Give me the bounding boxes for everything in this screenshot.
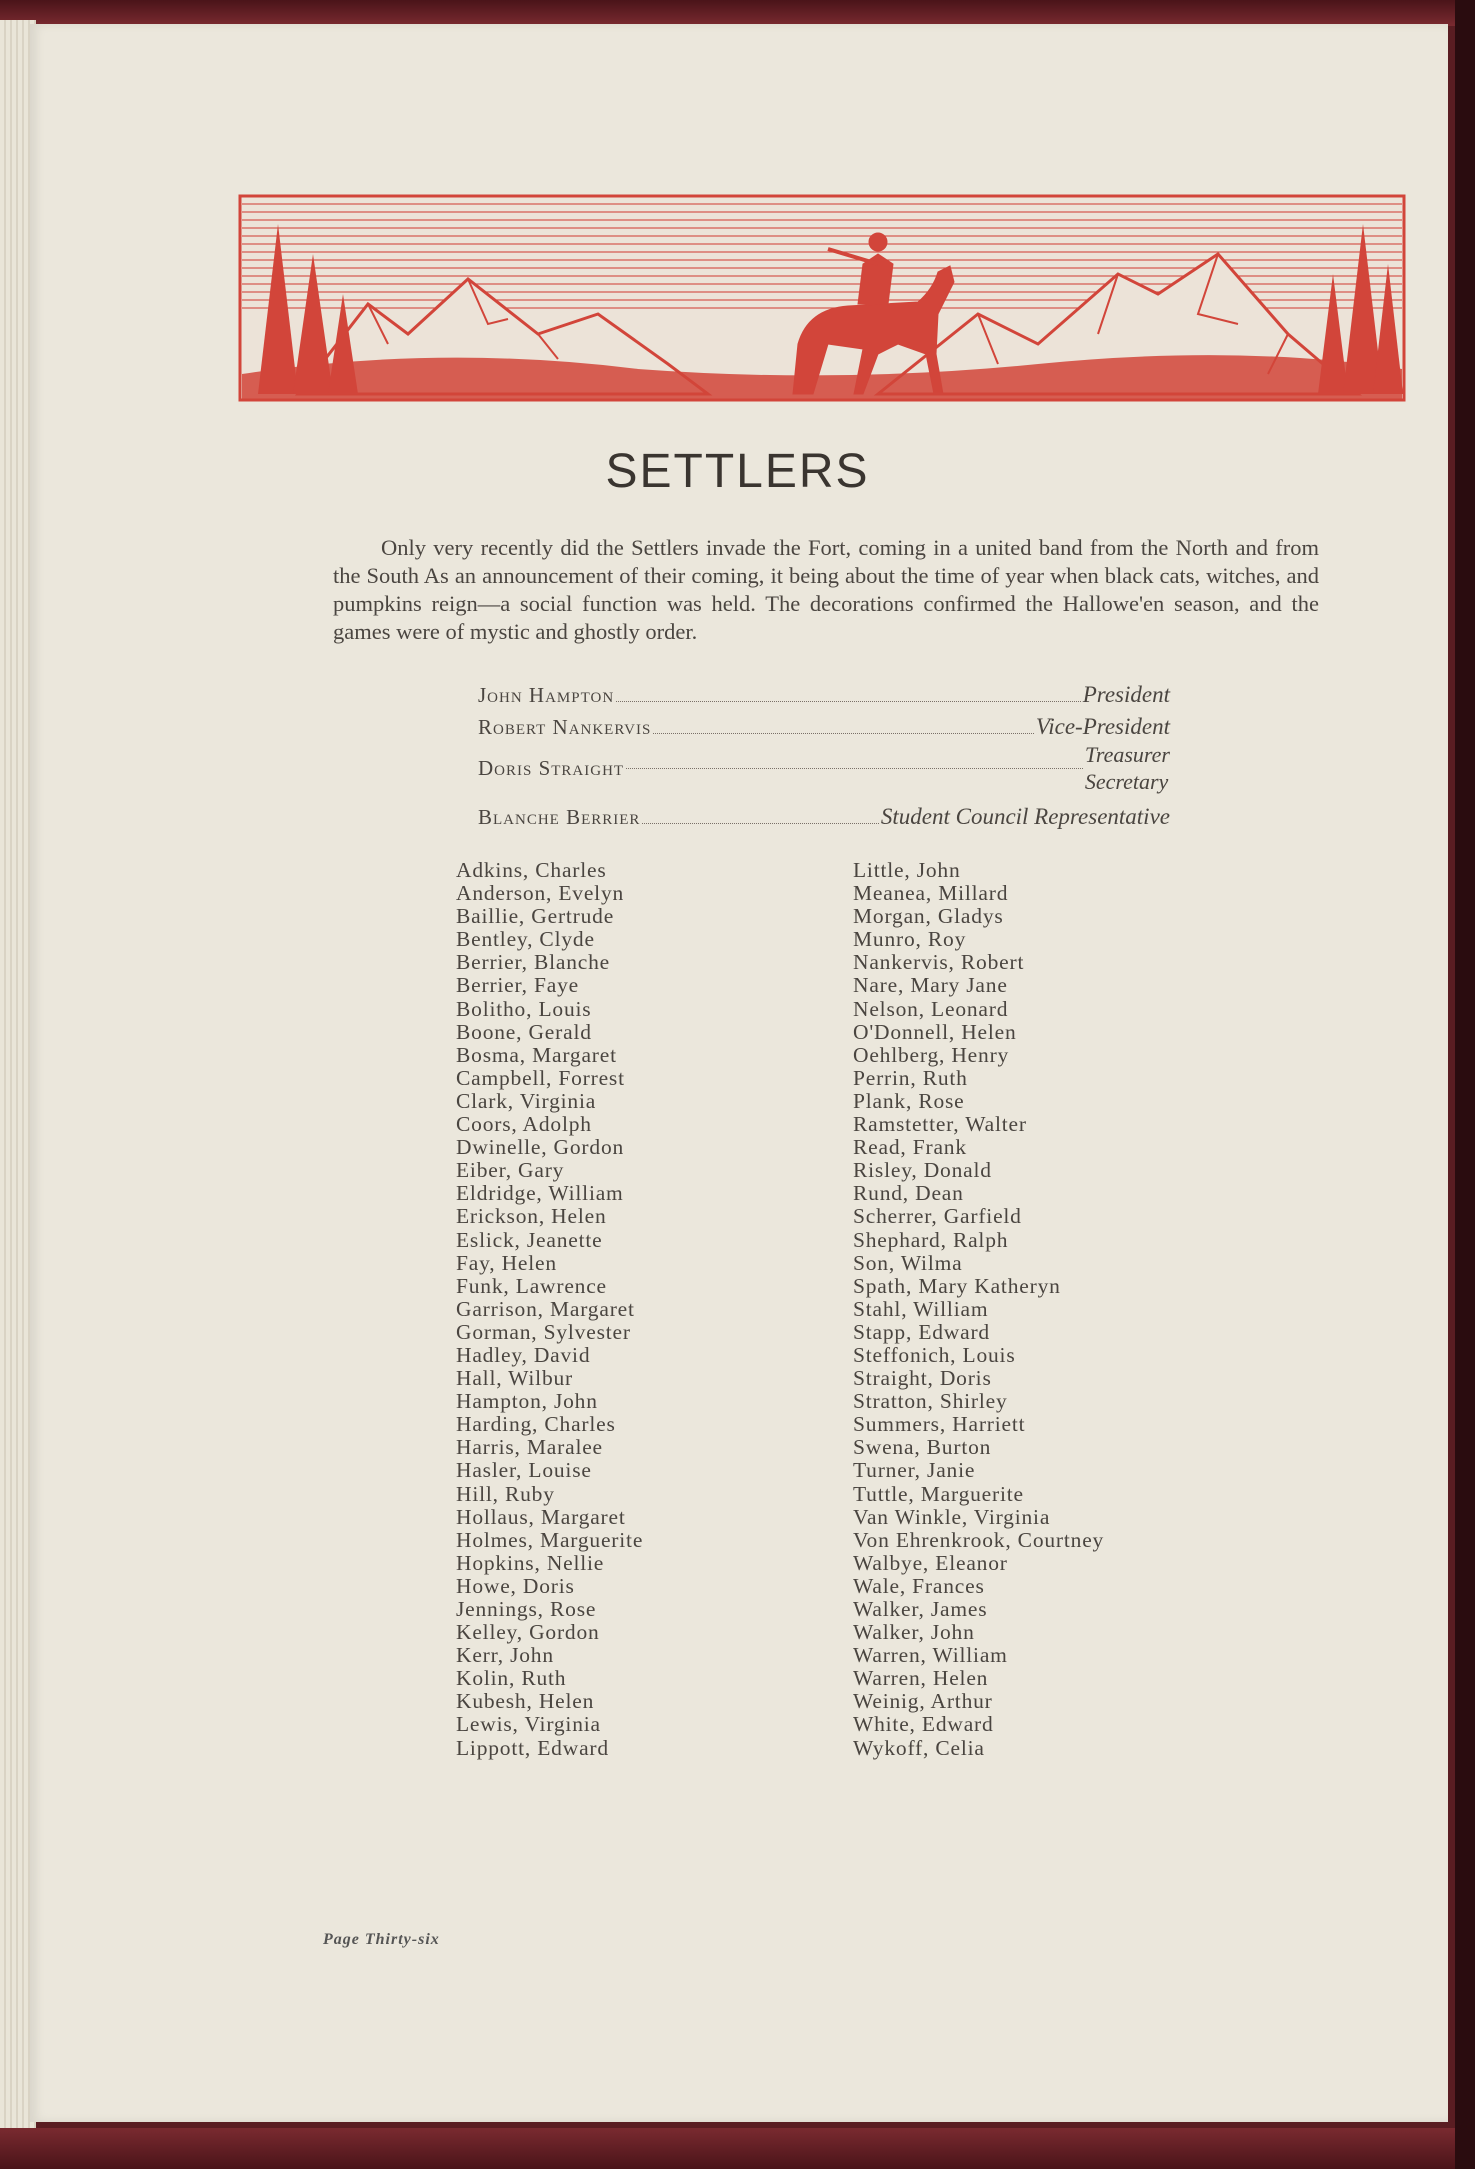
member-name: Walker, James [853,1597,988,1621]
member-name: Von Ehrenkrook, Courtney [853,1527,1105,1552]
member-list-right [853,859,1104,1760]
member-name: Funk, Lawrence [456,1273,607,1298]
member-name: Tuttle, Marguerite [853,1481,1024,1506]
member-name: Hill, Ruby [456,1481,555,1506]
member-name: Hall, Wilbur [456,1366,574,1391]
member-name: Kelley, Gordon [456,1620,600,1645]
officer-row-council-rep [478,798,1170,830]
member-name: Campbell, Forrest [456,1065,625,1090]
member-name: Baillie, Gertrude [456,904,615,929]
member-name: Dwinelle, Gordon [456,1135,625,1160]
member-name: Son, Wilma [853,1250,963,1275]
member-name: Jennings, Rose [456,1597,597,1621]
member-name: Hopkins, Nellie [456,1550,605,1575]
page-title: SETTLERS [605,445,870,498]
officer-name: Blanche Berrier [478,805,641,829]
member-name: Meanea, Millard [853,881,1009,906]
officer-role: President [1082,682,1170,707]
member-name: Scherrer, Garfield [853,1204,1022,1229]
member-name: Little, John [853,858,961,882]
member-name: Ramstetter, Walter [853,1112,1027,1137]
member-name: Eslick, Jeanette [456,1227,603,1252]
member-name: Stapp, Edward [853,1319,990,1344]
western-scene-banner [238,194,1406,402]
member-name: Morgan, Gladys [853,904,1004,929]
member-name: Erickson, Helen [456,1204,607,1229]
member-name: Wykoff, Celia [853,1735,985,1760]
member-name: Hadley, David [456,1342,591,1367]
member-name: Clark, Virginia [456,1088,597,1113]
officer-row-treasurer-secretary [478,740,1170,796]
member-name: Read, Frank [853,1135,967,1160]
member-name: O'Donnell, Helen [853,1019,1017,1044]
member-list-left [456,859,643,1760]
officer-name: Doris Straight [478,755,625,780]
member-name: Hampton, John [456,1389,598,1414]
member-name: Swena, Burton [853,1435,992,1460]
member-name: White, Edward [853,1712,994,1737]
leader-dots [626,768,1083,769]
officer-role: Vice-President [1035,714,1170,739]
member-name: Steffonich, Louis [853,1342,1016,1367]
officer-row-president [478,676,1170,708]
member-name: Stahl, William [853,1296,989,1321]
member-name: Straight, Doris [853,1366,992,1391]
member-name: Boone, Gerald [456,1019,592,1044]
member-name: Garrison, Margaret [456,1296,635,1321]
member-name: Bosma, Margaret [456,1042,617,1067]
page-number: Page Thirty-six [323,1931,440,1948]
member-name: Eldridge, William [456,1181,624,1206]
leader-dots [642,823,878,824]
member-name: Warren, Helen [853,1666,989,1691]
member-name: Holmes, Marguerite [456,1527,644,1552]
member-name: Nelson, Leonard [853,996,1009,1021]
member-name: Kolin, Ruth [456,1666,567,1691]
member-name: Oehlberg, Henry [853,1042,1010,1067]
member-name: Eiber, Gary [456,1158,565,1183]
leader-dots [616,701,1081,702]
member-name: Lewis, Virginia [456,1712,601,1737]
member-name: Berrier, Blanche [456,950,611,975]
member-name: Rund, Dean [853,1181,964,1206]
member-name: Stratton, Shirley [853,1389,1008,1414]
member-name: Howe, Doris [456,1573,575,1598]
member-name: Risley, Donald [853,1158,992,1183]
intro-paragraph: Only very recently did the Settlers invade the Fort, coming in a united band from the North and from the South As an announcement of their coming, it being about the time of year when black cats, witches, and pumpkins reign—a social function was held. The decorations confirmed the Hallowe'en season, and the games were of mystic and ghostly order. [333,535,1319,644]
member-name: Shephard, Ralph [853,1227,1009,1252]
officer-role-stack [1085,741,1170,795]
member-name: Bentley, Clyde [456,927,595,952]
member-name: Wale, Frances [853,1573,985,1598]
member-name: Warren, William [853,1643,1008,1668]
member-name: Berrier, Faye [456,973,579,998]
member-name: Kerr, John [456,1643,554,1668]
member-name: Hollaus, Margaret [456,1504,626,1529]
member-name: Lippott, Edward [456,1735,609,1760]
member-name: Nare, Mary Jane [853,973,1008,998]
book-cover-bottom-edge [0,2128,1475,2169]
officer-role-secondary: Secretary [1084,769,1169,794]
officer-role: Student Council Representative [880,804,1170,829]
member-name: Nankervis, Robert [853,950,1025,975]
member-name: Fay, Helen [456,1250,557,1275]
member-name: Kubesh, Helen [456,1689,595,1714]
member-name: Harding, Charles [456,1412,616,1437]
member-name: Summers, Harriett [853,1412,1026,1437]
member-name: Plank, Rose [853,1088,965,1113]
member-name: Perrin, Ruth [853,1065,968,1090]
member-name: Harris, Maralee [456,1435,603,1460]
member-name: Munro, Roy [853,927,967,952]
officer-row-vice-president [478,708,1170,740]
member-name: Walker, John [853,1620,975,1645]
member-name: Walbye, Eleanor [853,1550,1008,1575]
officer-role: Treasurer [1084,742,1170,767]
member-name: Hasler, Louise [456,1458,592,1483]
leader-dots [653,733,1034,734]
member-name: Weinig, Arthur [853,1689,993,1714]
book-cover-top-edge [0,0,1475,26]
member-name: Anderson, Evelyn [456,881,625,906]
member-name: Bolitho, Louis [456,996,592,1021]
officer-name: Robert Nankervis [478,715,652,739]
officer-name: John Hampton [478,683,615,707]
member-name: Turner, Janie [853,1458,976,1483]
member-name: Van Winkle, Virginia [853,1504,1051,1529]
book-cover-right-edge [1455,0,1475,2169]
member-name: Adkins, Charles [456,858,607,882]
member-name: Spath, Mary Katheryn [853,1273,1061,1298]
member-name: Gorman, Sylvester [456,1319,631,1344]
member-name: Coors, Adolph [456,1112,592,1137]
